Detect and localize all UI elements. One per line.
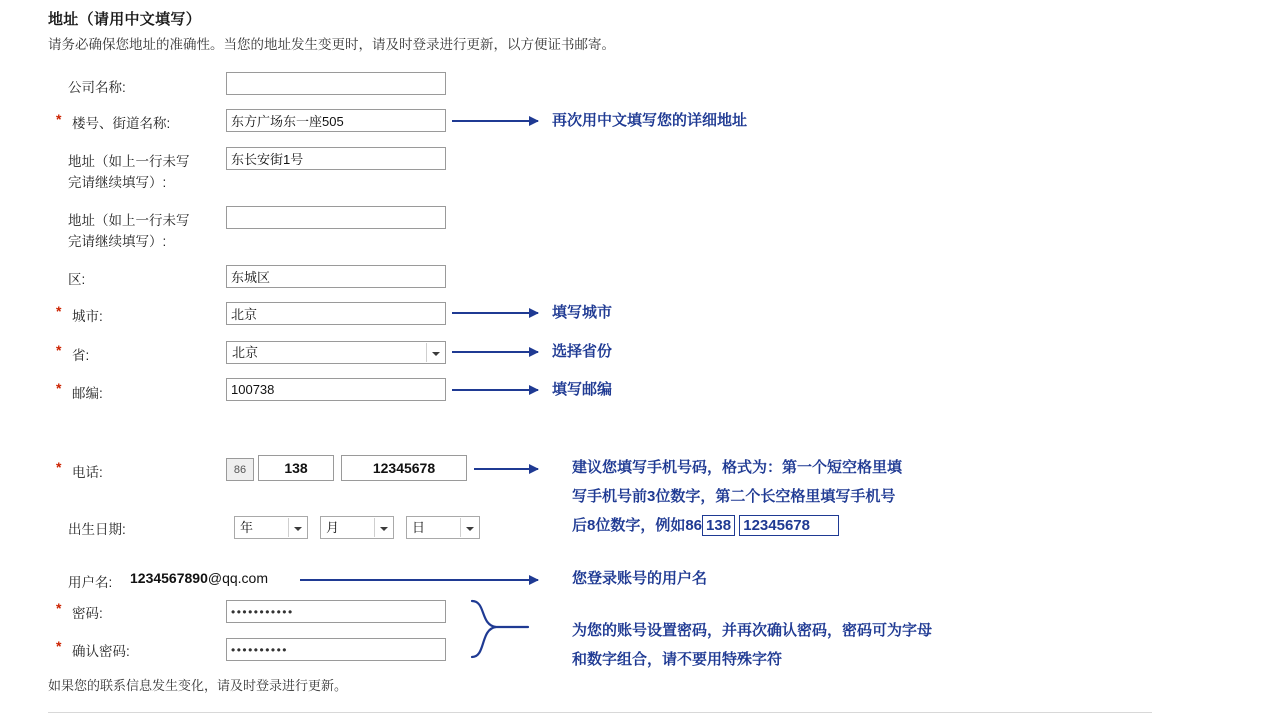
zip-label: 邮编: — [72, 386, 103, 401]
birthday-label: 出生日期: — [68, 522, 126, 537]
address2-input[interactable] — [226, 147, 446, 170]
annotation-arrow-street — [452, 120, 538, 122]
province-select-value: 北京 — [232, 345, 259, 360]
annotation-province: 选择省份 — [552, 343, 613, 360]
username-label: 用户名: — [68, 575, 113, 590]
username-value-local: 1234567890 — [130, 570, 208, 586]
username-value — [130, 570, 268, 586]
annotation-arrow-phone — [474, 468, 538, 470]
annotation-phone-example-prefix: 138 — [702, 515, 735, 536]
district-input[interactable] — [226, 265, 446, 288]
zip-input[interactable] — [226, 378, 446, 401]
annotation-arrow-username — [300, 579, 538, 581]
annotation-phone-line1: 建议您填写手机号码，格式为：第一个短空格里填 — [572, 459, 903, 476]
street-label: 楼号、街道名称: — [72, 116, 171, 131]
annotation-phone-line3-text: 后8位数字，例如86 — [572, 517, 703, 534]
annotation-password-line1: 为您的账号设置密码，并再次确认密码，密码可为字母 — [572, 622, 933, 639]
password-required-marker: * — [56, 600, 62, 616]
annotation-zip: 填写邮编 — [552, 381, 613, 398]
section-divider — [48, 712, 1152, 713]
address3-label-line2: 完请继续填写）: — [68, 234, 167, 249]
address2-label-line1: 地址（如上一行未写 — [68, 154, 190, 169]
district-label: 区: — [68, 272, 86, 287]
address2-label-line2: 完请继续填写）: — [68, 175, 167, 190]
confirm-password-label: 确认密码: — [72, 644, 130, 659]
birthday-day-select[interactable] — [406, 516, 480, 539]
phone-number-input[interactable] — [341, 455, 467, 481]
province-label: 省: — [72, 348, 90, 363]
chevron-down-icon — [460, 518, 478, 537]
annotation-phone-example-number: 12345678 — [739, 515, 839, 536]
annotation-arrow-province — [452, 351, 538, 353]
birthday-year-value: 年 — [240, 520, 254, 535]
confirm-password-input[interactable]: •••••••••• — [226, 638, 446, 661]
chevron-down-icon — [374, 518, 392, 537]
zip-required-marker: * — [56, 380, 62, 396]
annotation-city: 填写城市 — [552, 304, 613, 321]
birthday-year-select[interactable] — [234, 516, 308, 539]
province-select[interactable] — [226, 341, 446, 364]
phone-country-code-input[interactable] — [226, 458, 254, 481]
annotation-street: 再次用中文填写您的详细地址 — [552, 112, 748, 129]
phone-prefix-input[interactable] — [258, 455, 334, 481]
annotation-username: 您登录账号的用户名 — [572, 570, 708, 587]
address3-label-line1: 地址（如上一行未写 — [68, 213, 190, 228]
company-label: 公司名称: — [68, 80, 126, 95]
phone-required-marker: * — [56, 459, 62, 475]
province-required-marker: * — [56, 342, 62, 358]
annotation-arrow-zip — [452, 389, 538, 391]
annotation-arrow-city — [452, 312, 538, 314]
contact-update-note: 如果您的联系信息发生变化，请及时登录进行更新。 — [48, 678, 348, 693]
address3-input[interactable] — [226, 206, 446, 229]
city-required-marker: * — [56, 303, 62, 319]
phone-label: 电话: — [72, 465, 103, 480]
city-label: 城市: — [72, 309, 103, 324]
birthday-month-value: 月 — [326, 520, 340, 535]
password-label: 密码: — [72, 606, 103, 621]
annotation-phone-line3 — [572, 514, 839, 538]
annotation-brace-password — [470, 595, 530, 665]
page-title: 地址（请用中文填写） — [48, 11, 202, 28]
page-description: 请务必确保您地址的准确性。当您的地址发生变更时，请及时登录进行更新，以方便证书邮寄。 — [48, 37, 615, 52]
username-value-domain: @qq.com — [207, 570, 268, 586]
annotation-password-line2: 和数字组合，请不要用特殊字符 — [572, 651, 783, 668]
chevron-down-icon — [288, 518, 306, 537]
street-required-marker: * — [56, 111, 62, 127]
company-input[interactable] — [226, 72, 446, 95]
password-input[interactable]: ••••••••••• — [226, 600, 446, 623]
birthday-day-value: 日 — [412, 520, 426, 535]
confirm-password-required-marker: * — [56, 638, 62, 654]
annotation-phone-line2: 写手机号前3位数字，第二个长空格里填写手机号 — [572, 488, 896, 505]
city-input[interactable] — [226, 302, 446, 325]
chevron-down-icon — [426, 343, 444, 362]
street-input[interactable] — [226, 109, 446, 132]
birthday-month-select[interactable] — [320, 516, 394, 539]
